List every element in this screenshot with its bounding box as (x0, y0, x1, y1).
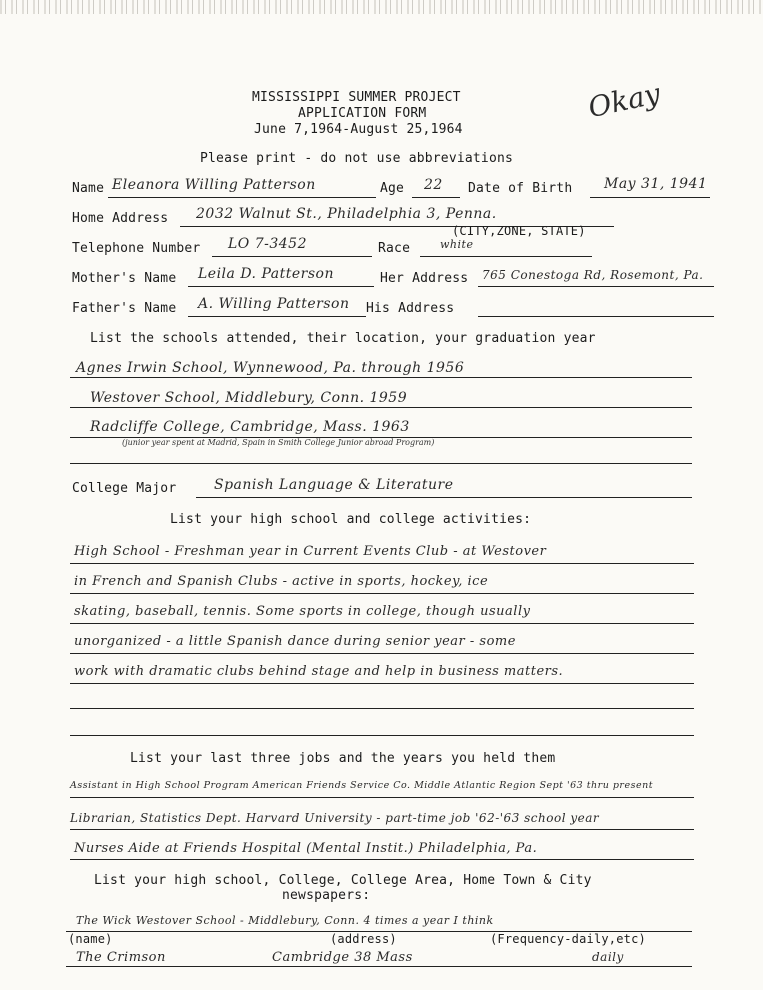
job-line-2[interactable]: Librarian, Statistics Dept. Harvard University - part-time job '62-'63 school year (70, 811, 600, 825)
job-rule-2 (70, 829, 694, 830)
form-dates: June 7,1964-August 25,1964 (254, 122, 463, 137)
activity-line-2[interactable]: in French and Spanish Clubs - active in sports, hockey, ice (74, 574, 489, 589)
father-address-rule (478, 316, 714, 317)
activity-line-5[interactable]: work with dramatic clubs behind stage and help in business matters. (74, 664, 564, 679)
newspaper-line-1[interactable]: The Wick Westover School - Middlebury, Conn. 4 times a year I think (76, 914, 494, 927)
activity-rule-3 (70, 623, 694, 624)
age-label: Age (380, 181, 405, 196)
name-rule (108, 197, 376, 198)
form-subtitle: APPLICATION FORM (298, 106, 427, 121)
major-rule (196, 497, 692, 498)
dob-label: Date of Birth (468, 181, 573, 196)
mother-rule (188, 286, 374, 287)
school-line-3[interactable]: Radcliffe College, Cambridge, Mass. 1963 (90, 419, 410, 435)
activity-rule-1 (70, 563, 694, 564)
activities-prompt: List your high school and college activities: (170, 512, 532, 527)
major-value[interactable]: Spanish Language & Literature (214, 477, 454, 493)
school-rule-4 (70, 463, 692, 464)
job-line-1[interactable]: Assistant in High School Program American Friends Service Co. Middle Atlantic Region Sept '63 thru present (70, 780, 654, 791)
school-note: (junior year spent at Madrid, Spain in Smith College Junior abroad Program) (122, 438, 435, 447)
activity-rule-6 (70, 708, 694, 709)
race-label: Race (378, 241, 411, 256)
age-value[interactable]: 22 (424, 177, 443, 193)
dob-rule (590, 197, 710, 198)
mother-value[interactable]: Leila D. Patterson (198, 266, 334, 282)
newspaper-rule-2 (66, 966, 692, 967)
instructions: Please print - do not use abbreviations (200, 151, 514, 166)
school-rule-1 (70, 377, 692, 378)
approval-mark: Okay (585, 76, 664, 125)
father-address-label: His Address (366, 301, 455, 316)
telephone-rule (212, 256, 372, 257)
school-line-2[interactable]: Westover School, Middlebury, Conn. 1959 (90, 390, 408, 406)
newspaper-frequency-label: (Frequency-daily,etc) (490, 932, 646, 946)
mother-label: Mother's Name (72, 271, 177, 286)
dob-value[interactable]: May 31, 1941 (604, 176, 708, 192)
home-address-hint: (CITY,ZONE, STATE) (452, 224, 586, 238)
newspaper-address-label: (address) (330, 932, 397, 946)
newspapers-prompt-1: List your high school, College, College Area, Home Town & City (94, 873, 592, 888)
mother-address-value[interactable]: 765 Conestoga Rd, Rosemont, Pa. (482, 268, 704, 282)
age-rule (412, 197, 460, 198)
activity-rule-4 (70, 653, 694, 654)
father-label: Father's Name (72, 301, 177, 316)
newspaper-name-label: (name) (68, 932, 113, 946)
newspaper-line-2-frequency[interactable]: daily (592, 950, 624, 964)
mother-address-rule (478, 286, 714, 287)
school-rule-2 (70, 407, 692, 408)
newspapers-prompt-2: newspapers: (282, 888, 371, 903)
form-title: MISSISSIPPI SUMMER PROJECT (252, 90, 461, 105)
activity-rule-2 (70, 593, 694, 594)
activity-line-3[interactable]: skating, baseball, tennis. Some sports in college, though usually (74, 604, 531, 619)
race-value[interactable]: white (440, 238, 474, 251)
activity-rule-7 (70, 735, 694, 736)
job-rule-3 (70, 859, 694, 860)
home-address-label: Home Address (72, 211, 169, 226)
activity-line-1[interactable]: High School - Freshman year in Current Events Club - at Westover (74, 544, 547, 559)
scan-edge-noise (0, 0, 763, 14)
school-line-1[interactable]: Agnes Irwin School, Wynnewood, Pa. through 1956 (76, 360, 465, 376)
father-value[interactable]: A. Willing Patterson (198, 296, 350, 312)
father-rule (188, 316, 366, 317)
schools-prompt: List the schools attended, their location, your graduation year (90, 331, 596, 346)
home-address-value[interactable]: 2032 Walnut St., Philadelphia 3, Penna. (196, 206, 497, 222)
job-line-3[interactable]: Nurses Aide at Friends Hospital (Mental Instit.) Philadelphia, Pa. (74, 841, 538, 856)
newspaper-line-2-address[interactable]: Cambridge 38 Mass (272, 950, 413, 965)
activity-rule-5 (70, 683, 694, 684)
activity-line-4[interactable]: unorganized - a little Spanish dance during senior year - some (74, 634, 516, 649)
telephone-label: Telephone Number (72, 241, 201, 256)
major-label: College Major (72, 481, 177, 496)
newspaper-line-2-name[interactable]: The Crimson (76, 950, 166, 965)
jobs-prompt: List your last three jobs and the years you held them (130, 751, 556, 766)
race-rule (420, 256, 592, 257)
job-rule-1 (70, 797, 694, 798)
name-value[interactable]: Eleanora Willing Patterson (112, 177, 316, 193)
mother-address-label: Her Address (380, 271, 469, 286)
telephone-value[interactable]: LO 7-3452 (228, 236, 307, 252)
name-label: Name (72, 181, 105, 196)
